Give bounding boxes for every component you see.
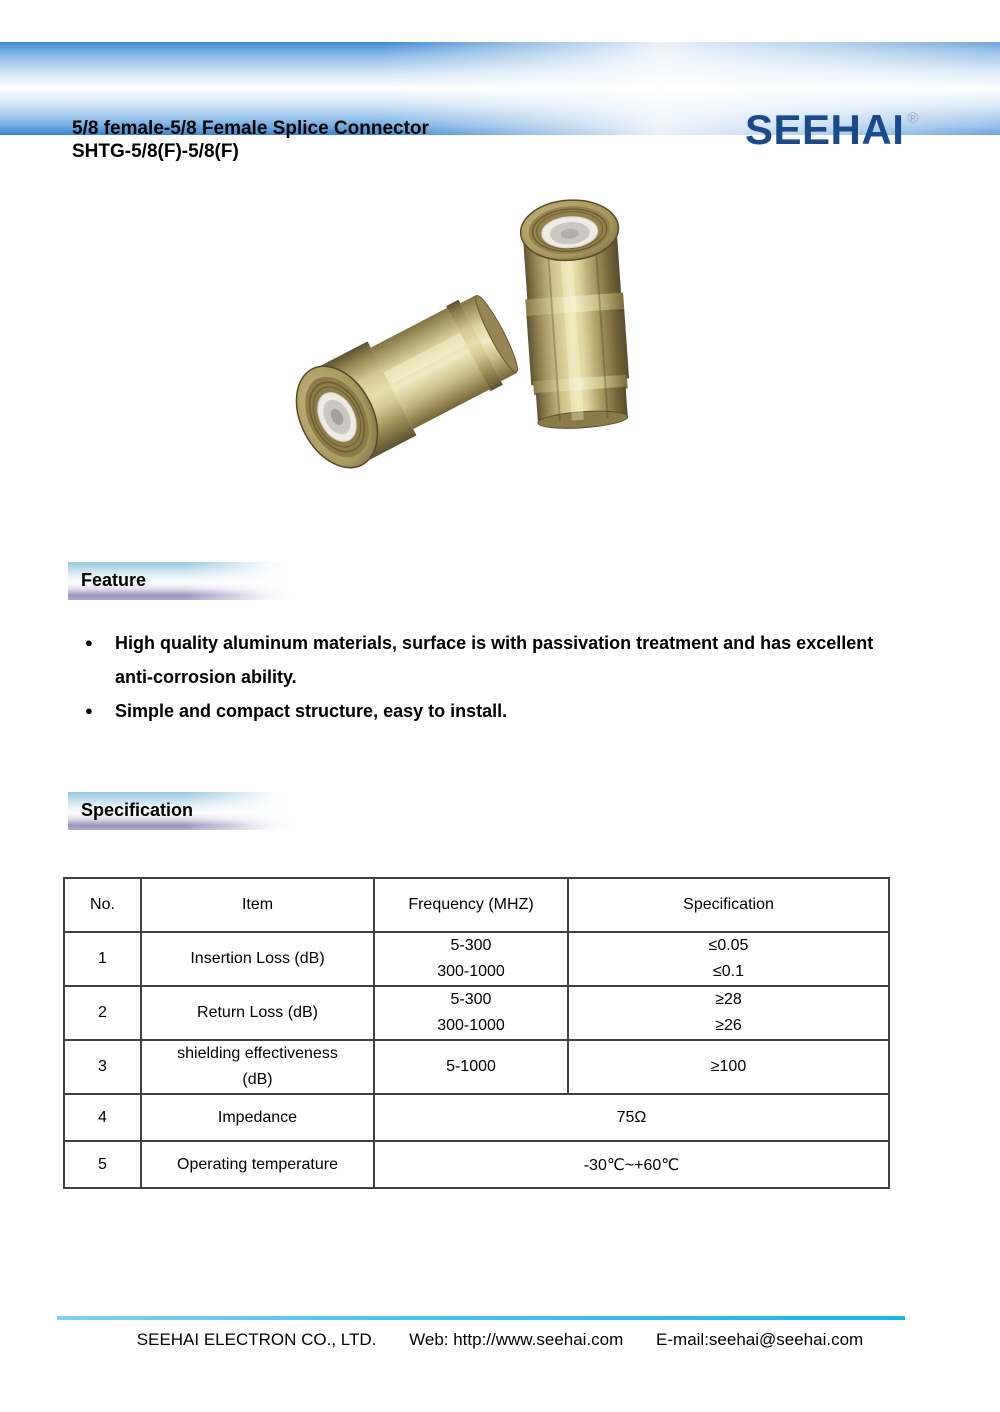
cell-item: Operating temperature xyxy=(141,1141,374,1188)
product-photo xyxy=(235,172,775,502)
cell-frequency xyxy=(374,986,568,1040)
registered-mark: ® xyxy=(907,110,919,127)
table-header-row xyxy=(64,878,889,932)
product-title xyxy=(72,117,429,163)
cell-spec: ≥100 xyxy=(568,1040,889,1094)
specification-table xyxy=(63,877,890,1189)
cell-spec xyxy=(568,986,889,1040)
column-header-frequency: Frequency (MHZ) xyxy=(374,878,568,932)
footer xyxy=(0,1330,1000,1350)
list-item xyxy=(85,694,885,728)
cell-line: 5-300 xyxy=(450,991,492,1008)
bullet-icon: ● xyxy=(85,703,93,718)
cell-no: 5 xyxy=(64,1141,141,1188)
column-header-no: No. xyxy=(64,878,141,932)
brand-name: SEEHAI xyxy=(745,106,905,153)
table-row xyxy=(64,1094,889,1141)
cell-frequency xyxy=(374,932,568,986)
table-row xyxy=(64,1040,889,1094)
table-row xyxy=(64,932,889,986)
cell-item: Insertion Loss (dB) xyxy=(141,932,374,986)
cell-no: 1 xyxy=(64,932,141,986)
product-title-line1: 5/8 female-5/8 Female Splice Connector xyxy=(72,118,429,139)
cell-line: shielding effectiveness xyxy=(177,1045,338,1062)
connector-upright xyxy=(519,197,633,431)
cell-spec xyxy=(568,932,889,986)
product-photo-svg xyxy=(235,172,775,502)
cell-line: 300-1000 xyxy=(437,1017,505,1034)
cell-line: ≥28 xyxy=(715,991,742,1008)
header-bar xyxy=(0,42,1000,162)
product-title-line2: SHTG-5/8(F)-5/8(F) xyxy=(72,141,239,162)
cell-item: Return Loss (dB) xyxy=(141,986,374,1040)
cell-merged-value: 75Ω xyxy=(374,1094,889,1141)
footer-email: E-mail:seehai@seehai.com xyxy=(656,1330,864,1349)
cell-no: 2 xyxy=(64,986,141,1040)
cell-no: 3 xyxy=(64,1040,141,1094)
connector-lying xyxy=(280,283,528,482)
cell-item: Impedance xyxy=(141,1094,374,1141)
cell-line: ≤0.1 xyxy=(712,963,745,980)
footer-divider xyxy=(57,1316,905,1320)
footer-company: SEEHAI ELECTRON CO., LTD. xyxy=(136,1330,377,1349)
cell-line: ≥26 xyxy=(715,1017,742,1034)
column-header-specification: Specification xyxy=(568,878,889,932)
table-row xyxy=(64,1141,889,1188)
footer-web: Web: http://www.seehai.com xyxy=(409,1330,624,1349)
list-item xyxy=(85,626,885,694)
cell-line: (dB) xyxy=(242,1071,273,1088)
cell-line: ≤0.05 xyxy=(708,937,749,954)
cell-line: 5-300 xyxy=(450,937,492,954)
cell-item xyxy=(141,1040,374,1094)
cell-merged-value: -30℃~+60℃ xyxy=(374,1141,889,1188)
specification-heading: Specification xyxy=(68,792,292,830)
cell-no: 4 xyxy=(64,1094,141,1141)
brand-logo xyxy=(745,104,919,153)
feature-heading: Feature xyxy=(68,562,292,600)
feature-bullet-text: High quality aluminum materials, surface is with passivation treatment and has excellent anti-corrosion ability. xyxy=(115,633,874,687)
cell-line: 300-1000 xyxy=(437,963,505,980)
feature-bullets xyxy=(85,626,885,728)
table-row xyxy=(64,986,889,1040)
feature-bullet-text: Simple and compact structure, easy to install. xyxy=(115,701,508,721)
column-header-item: Item xyxy=(141,878,374,932)
bullet-icon: ● xyxy=(85,635,93,650)
cell-frequency: 5-1000 xyxy=(374,1040,568,1094)
